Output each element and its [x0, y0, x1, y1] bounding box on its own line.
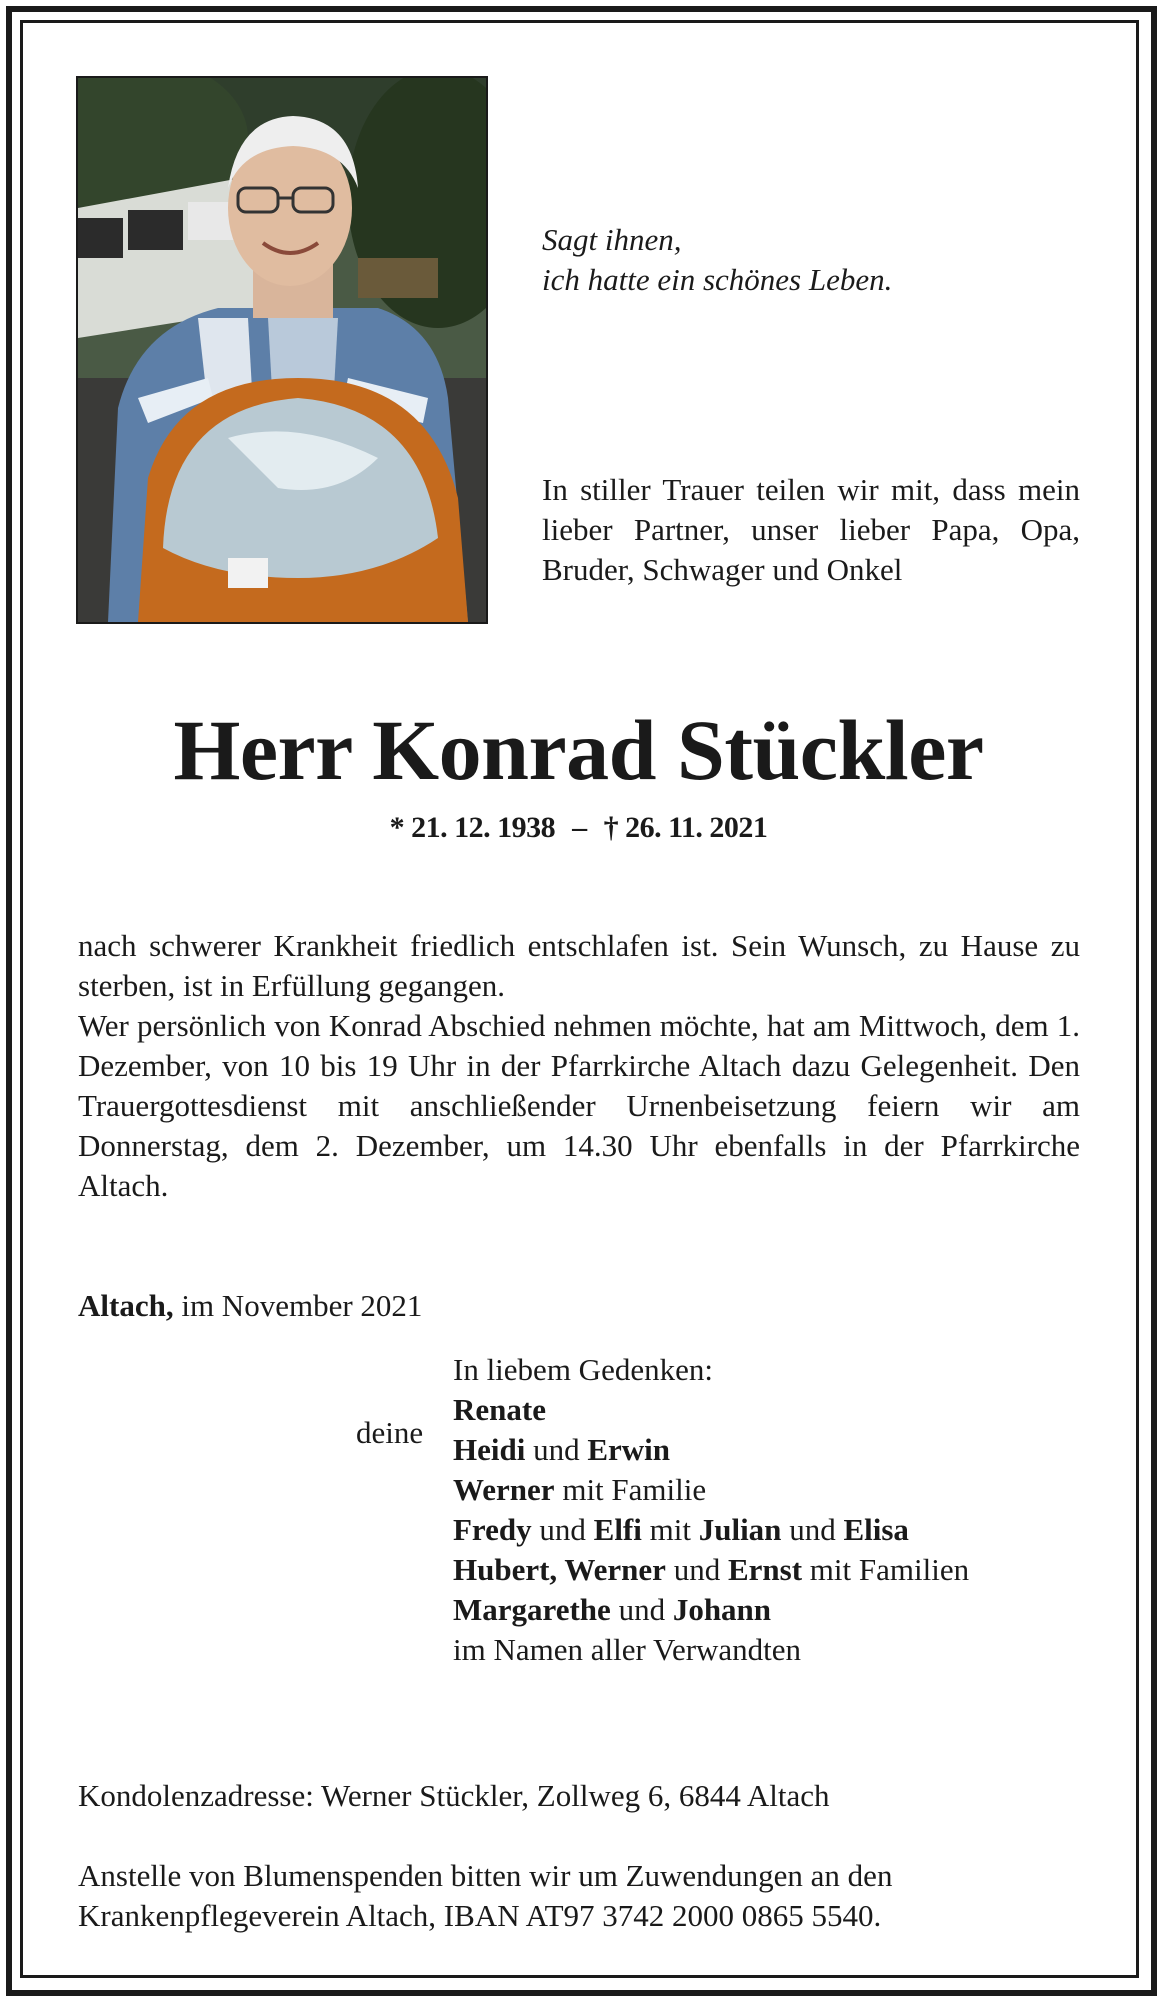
donation-line-1: Anstelle von Blumenspenden bitten wir um Zuwendungen an den	[78, 1858, 893, 1893]
body-paragraph-1: nach schwerer Krankheit friedlich entschlafen ist. Sein Wunsch, zu Hause zu sterben, ist in Erfüllung gegangen.	[78, 928, 1080, 1003]
mourner-fredy: Fredy	[453, 1512, 532, 1547]
birth-date: * 21. 12. 1938	[389, 811, 556, 844]
mourners-prefix: deine	[356, 1415, 424, 1450]
quote-line-2: ich hatte ein schönes Leben.	[542, 262, 893, 297]
conjunction-mit: mit	[641, 1512, 699, 1547]
donation-line-2: Krankenpflegeverein Altach, IBAN AT97 3742 2000 0865 5540.	[78, 1898, 882, 1933]
date-separator: –	[572, 811, 587, 844]
deceased-name: Herr Konrad Stückler	[173, 702, 984, 798]
mit-familie-text: mit Familie	[554, 1472, 707, 1507]
mourners-heading: In liebem Gedenken:	[453, 1352, 713, 1387]
announcement-body	[78, 926, 1080, 1206]
body-paragraph-2: Wer persönlich von Konrad Abschied nehmen möchte, hat am Mittwoch, dem 1. Dezember, von 10 bis 19 Uhr in der Pfarrkirche Altach dazu Gelegenheit. Den Trauergottesdienst mit anschließender Urnenbeisetzung feiern wir am Donnerstag, dem 2. Dezember, um 14.30 Uhr ebenfalls in der Pfarrkirche Altach.	[78, 1008, 1080, 1203]
mourner-erwin: Erwin	[587, 1432, 671, 1467]
portrait-photo-illustration	[78, 78, 486, 622]
place-town: Altach,	[78, 1288, 174, 1323]
mourner-renate: Renate	[453, 1392, 546, 1427]
mourner-relatives: im Namen aller Verwandten	[453, 1632, 802, 1667]
mourner-julian: Julian	[698, 1512, 782, 1547]
mourners-list	[453, 1350, 969, 1670]
mourner-line-3	[453, 1470, 969, 1510]
donation-note	[78, 1856, 1080, 1936]
mourner-line-1	[453, 1390, 969, 1430]
mourner-margarethe: Margarethe	[453, 1592, 611, 1627]
announcement-intro: In stiller Trauer teilen wir mit, dass mein lieber Partner, unser lieber Papa, Opa, Bruder, Schwager und Onkel	[542, 472, 1080, 587]
mit-familien-text: mit Familien	[802, 1552, 970, 1587]
condolence-address: Kondolenzadresse: Werner Stückler, Zollweg 6, 6844 Altach	[78, 1778, 830, 1813]
mourner-ernst: Ernst	[727, 1552, 803, 1587]
portrait-photo	[76, 76, 488, 624]
mourner-elfi: Elfi	[593, 1512, 642, 1547]
mourner-line-4	[453, 1510, 969, 1550]
mourner-heidi: Heidi	[453, 1432, 526, 1467]
mourner-hubert-werner: Hubert, Werner	[453, 1552, 666, 1587]
place-date: im November 2021	[173, 1288, 423, 1323]
mourner-johann: Johann	[672, 1592, 772, 1627]
mourner-line-2	[453, 1430, 969, 1470]
conjunction-und: und	[610, 1592, 673, 1627]
conjunction-und: und	[665, 1552, 728, 1587]
epigraph-quote	[542, 220, 1082, 300]
mourner-line-5	[453, 1550, 969, 1590]
mourner-werner: Werner	[453, 1472, 555, 1507]
conjunction-und: und	[781, 1512, 844, 1547]
quote-line-1: Sagt ihnen,	[542, 222, 682, 257]
conjunction-und: und	[531, 1512, 594, 1547]
mourner-line-6	[453, 1590, 969, 1630]
death-date: † 26. 11. 2021	[603, 811, 768, 844]
place-and-date	[78, 1286, 422, 1326]
life-dates	[0, 808, 1157, 848]
mourner-elisa: Elisa	[843, 1512, 909, 1547]
conjunction-und: und	[525, 1432, 588, 1467]
